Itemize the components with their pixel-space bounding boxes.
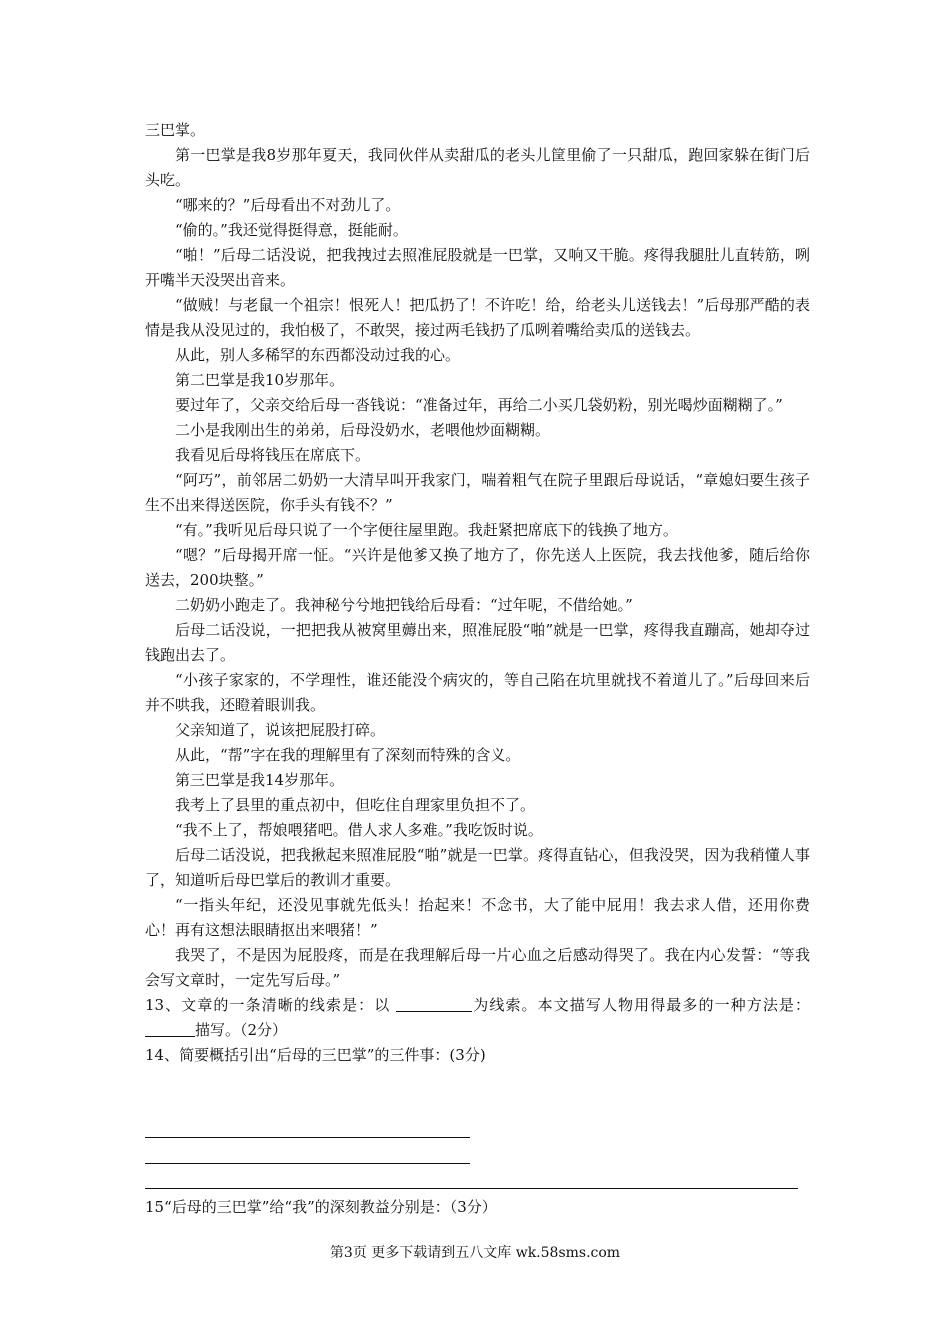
question-13-text-b: 为线索。本文描写人物用得最多的一种方法是： [472, 996, 810, 1014]
article-paragraph: 后母二话没说，把我揪起来照准屁股“啪”就是一巴掌。疼得直钻心，但我没哭，因为我稍懂人事了，知道听后母巴掌后的教训才重要。 [145, 846, 810, 889]
article-paragraph: 要过年了，父亲交给后母一沓钱说：“准备过年，再给二小买几袋奶粉，别光喝炒面糊糊了。” [175, 396, 783, 414]
answer-blank-method[interactable] [145, 1020, 195, 1037]
article-paragraph: 我哭了，不是因为屁股疼，而是在我理解后母一片心血之后感动得哭了。我在内心发誓：“等我会写文章时，一定先写后母。” [145, 946, 810, 989]
article-paragraph: “一指头年纪，还没见事就先低头！抬起来！不念书，大了能中屁用！我去求人借，还用你费心！再有这想法眼睛抠出来喂猪！” [145, 896, 810, 939]
article-paragraph: “偷的。”我还觉得挺得意，挺能耐。 [175, 221, 408, 239]
article-paragraph: 第三巴掌是我14岁那年。 [175, 771, 345, 789]
article-paragraph: 第一巴掌是我8岁那年夏天，我同伙伴从卖甜瓜的老头儿筐里偷了一只甜瓜，跑回家躲在街门后头吃。 [145, 146, 810, 189]
article-paragraph: “啪！”后母二话没说，把我拽过去照准屁股就是一巴掌，又响又干脆。疼得我腿肚儿直转筋，咧开嘴半天没哭出音来。 [145, 246, 810, 289]
answer-blank-clue[interactable] [396, 995, 472, 1012]
answer-line[interactable] [145, 1137, 470, 1138]
article-paragraph: 我看见后母将钱压在席底下。 [175, 446, 371, 464]
article-paragraph: 从此，“帮”字在我的理解里有了深刻而特殊的含义。 [175, 746, 521, 764]
question-13-text-c: 描写。（2分） [195, 1021, 288, 1039]
question-13 [145, 993, 810, 1043]
answer-line[interactable] [145, 1188, 798, 1189]
document-body [145, 118, 810, 1068]
article-paragraph: “我不上了，帮娘喂猪吧。借人求人多难。”我吃饭时说。 [175, 821, 543, 839]
question-13-text-a: 13、文章的一条清晰的线索是：以 [145, 996, 391, 1014]
article-paragraph: “做贼！与老鼠一个祖宗！恨死人！把瓜扔了！不许吃！给，给老头儿送钱去！”后母那严酷的表情是我从没见过的，我怕极了，不敢哭，接过两毛钱扔了瓜咧着嘴给卖瓜的送钱去。 [145, 296, 810, 339]
article-paragraph: “嗯？”后母揭开席一怔。“兴许是他爹又换了地方了，你先送人上医院，我去找他爹，随后给你送去，200块整。” [145, 546, 810, 589]
article-paragraph: 第二巴掌是我10岁那年。 [175, 371, 345, 389]
article-paragraph: “阿巧”，前邻居二奶奶一大清早叫开我家门，喘着粗气在院子里跟后母说话，“章媳妇要生孩子生不出来得送医院，你手头有钱不？” [145, 471, 810, 514]
article-paragraph: 二小是我刚出生的弟弟，后母没奶水，老喂他炒面糊糊。 [175, 421, 551, 439]
article-paragraph: 三巴掌。 [145, 121, 206, 139]
article-paragraph: 从此，别人多稀罕的东西都没动过我的心。 [175, 346, 461, 364]
answer-line[interactable] [145, 1163, 470, 1164]
page-footer: 第3页 更多下载请到五八文库 wk.58sms.com [329, 1245, 621, 1261]
article-paragraph: 后母二话没说，一把把我从被窝里薅出来，照准屁股“啪”就是一巴掌，疼得我直蹦高，她却夺过钱跑出去了。 [145, 621, 810, 664]
article-paragraph: “有。”我听见后母只说了一个字便往屋里跑。我赶紧把席底下的钱换了地方。 [175, 521, 678, 539]
question-14: 14、简要概括引出“后母的三巴掌”的三件事：(3分) [145, 1046, 486, 1064]
article-paragraph: 二奶奶小跑走了。我神秘兮兮地把钱给后母看：“过年呢，不借给她。” [175, 596, 633, 614]
article-paragraph: “小孩子家家的，不学理性，谁还能没个病灾的，等自己陷在坑里就找不着道儿了。”后母回来后并不哄我，还瞪着眼训我。 [145, 671, 810, 714]
question-15: 15“后母的三巴掌”给“我”的深刻教益分别是：（3分） [145, 1198, 497, 1216]
article-paragraph: 我考上了县里的重点初中，但吃住自理家里负担不了。 [175, 796, 536, 814]
article-paragraph: “哪来的？”后母看出不对劲儿了。 [175, 196, 401, 214]
article-paragraph: 父亲知道了，说该把屁股打碎。 [175, 721, 386, 739]
